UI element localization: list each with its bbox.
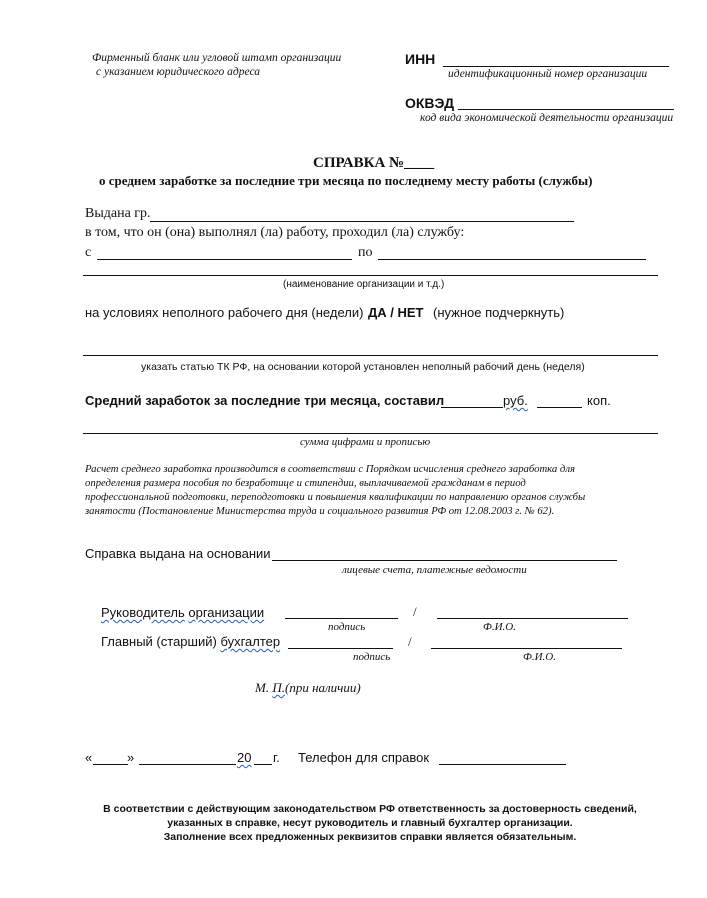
inn-field-line[interactable]: [443, 66, 669, 67]
rub-field-line[interactable]: [441, 407, 503, 408]
head-label-a: Руководитель: [101, 605, 185, 620]
footer-line1: В соответствии с действующим законодательством РФ ответственность за достоверность сведений,: [103, 803, 637, 815]
yes-no-choice[interactable]: ДА / НЕТ: [368, 305, 424, 320]
part-time-hint: (нужное подчеркнуть): [433, 305, 565, 320]
footer-line2: указанных в справке, несут руководитель и главный бухгалтер организации.: [167, 817, 573, 829]
head-label-b: организации: [188, 605, 265, 620]
phone-label: Телефон для справок: [298, 750, 430, 765]
okved-field-line[interactable]: [458, 109, 674, 110]
doc-subtitle: о среднем заработке за последние три месяца по последнему месту работы (службы): [99, 173, 593, 188]
calc-line4: занятости (Постановление Министерства труда и социального развития РФ от 12.08.2003 г. № 62).: [85, 505, 555, 517]
quote-open: «: [85, 750, 93, 765]
accountant-signature-caption: подпись: [353, 651, 391, 663]
calc-line1: Расчет среднего заработка производится в соответствии с Порядком исчисления среднего заработка для: [85, 463, 575, 475]
head-fio-line[interactable]: [437, 618, 628, 619]
letterhead-line2: с указанием юридического адреса: [96, 66, 260, 78]
head-signature-line[interactable]: [285, 618, 398, 619]
tk-article-field-line[interactable]: [83, 355, 658, 356]
tk-article-caption: указать статью ТК РФ, на основании которой установлен неполный рабочий день (неделя): [141, 361, 585, 373]
month-field-line[interactable]: [139, 764, 236, 765]
head-slash: /: [413, 604, 417, 619]
phone-field-line[interactable]: [439, 764, 566, 765]
stamp-c: (при наличии): [284, 680, 361, 695]
stamp-b: П.: [272, 680, 285, 695]
accountant-label-b: бухгалтер: [220, 634, 281, 649]
organization-field-line[interactable]: [83, 275, 658, 276]
year-field-line[interactable]: [254, 764, 272, 765]
to-label: по: [358, 245, 373, 260]
quote-close: »: [127, 750, 135, 765]
sum-caption: сумма цифрами и прописью: [300, 436, 431, 448]
inn-label: ИНН: [405, 51, 436, 67]
part-time-text: на условиях неполного рабочего дня (недели): [85, 305, 364, 320]
year-suffix: г.: [273, 750, 280, 765]
head-signature-caption: подпись: [328, 621, 366, 633]
head-fio-caption: Ф.И.О.: [483, 621, 516, 633]
basis-label: Справка выдана на основании: [85, 546, 271, 561]
okved-label: ОКВЭД: [405, 95, 455, 111]
okved-caption: код вида экономической деятельности организации: [420, 112, 674, 124]
rub-label: руб.: [503, 393, 528, 408]
basis-caption: лицевые счета, платежные ведомости: [342, 564, 527, 576]
calc-line3: профессиональной подготовки, переподготовки и повышения квалификации по направлению органов службы: [85, 491, 586, 503]
kop-label: коп.: [587, 393, 611, 408]
stamp-a: М.: [255, 680, 270, 695]
avg-salary-label: Средний заработок за последние три месяца, составил: [85, 393, 445, 408]
accountant-slash: /: [408, 634, 412, 649]
issued-to-label: Выдана гр.: [85, 206, 151, 221]
head-label: [101, 605, 264, 620]
footer-line3: Заполнение всех предложенных реквизитов справки является обязательным.: [163, 831, 577, 843]
accountant-label: [101, 634, 280, 649]
day-field-line[interactable]: [93, 764, 128, 765]
stamp-note: [255, 680, 361, 696]
inn-caption: идентификационный номер организации: [448, 68, 648, 80]
organization-caption: (наименование организации и т.д.): [283, 279, 445, 290]
to-date-line[interactable]: [378, 259, 646, 260]
accountant-signature-line[interactable]: [288, 648, 393, 649]
accountant-fio-line[interactable]: [431, 648, 622, 649]
calc-line2: определения размера пособия по безработице и стипендии, выплачиваемой гражданам в период: [85, 477, 526, 489]
issued-to-field-line[interactable]: [150, 221, 574, 222]
basis-field-line[interactable]: [272, 560, 617, 561]
kop-field-line[interactable]: [537, 407, 582, 408]
doc-title: СПРАВКА №____: [313, 155, 435, 171]
letterhead-line1: Фирменный бланк или угловой штамп организации: [92, 52, 342, 64]
from-label: с: [85, 245, 92, 260]
year-prefix: 20: [237, 750, 252, 765]
accountant-label-a: Главный (старший): [101, 634, 217, 649]
accountant-fio-caption: Ф.И.О.: [523, 651, 556, 663]
sum-in-words-line[interactable]: [83, 433, 658, 434]
worked-text: в том, что он (она) выполнял (ла) работу, проходил (ла) службу:: [85, 225, 465, 240]
from-date-line[interactable]: [97, 259, 352, 260]
